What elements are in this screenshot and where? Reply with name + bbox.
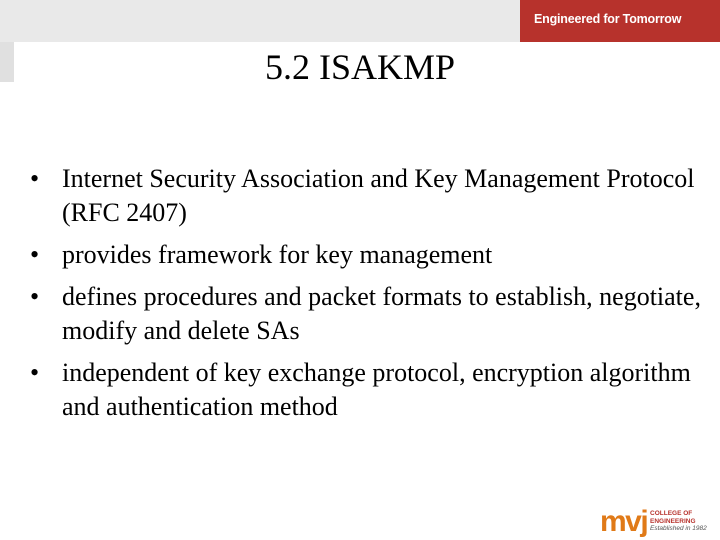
bullet-dot: • [30, 282, 40, 311]
bullet-text: independent of key exchange protocol, encryption algorithm and authentication method [62, 358, 691, 421]
logo-text [650, 510, 707, 533]
bullet-item [30, 280, 710, 348]
bullet-dot: • [30, 358, 40, 387]
bullet-item [30, 238, 710, 272]
bullet-item [30, 162, 710, 230]
bullet-item [30, 356, 710, 424]
bullet-dot: • [30, 164, 40, 193]
bullet-list [30, 162, 710, 432]
logo-line-2: ENGINEERING [650, 517, 696, 525]
bullet-text: provides framework for key management [62, 240, 493, 269]
bullet-text: Internet Security Association and Key Management Protocol (RFC 2407) [62, 164, 695, 227]
bullet-dot: • [30, 240, 40, 269]
header-bar [0, 0, 720, 42]
slide-title: 5.2 ISAKMP [264, 47, 456, 87]
bullet-text: defines procedures and packet formats to establish, negotiate, modify and delete SAs [62, 282, 701, 345]
logo-line-1: COLLEGE OF [650, 510, 693, 517]
logo-line-3: Established in 1982 [650, 525, 707, 532]
header-gray-band [0, 0, 520, 42]
college-logo [600, 505, 718, 538]
header-tagline: Engineered for Tomorrow [534, 12, 682, 26]
logo-mark: mvj [600, 505, 648, 538]
